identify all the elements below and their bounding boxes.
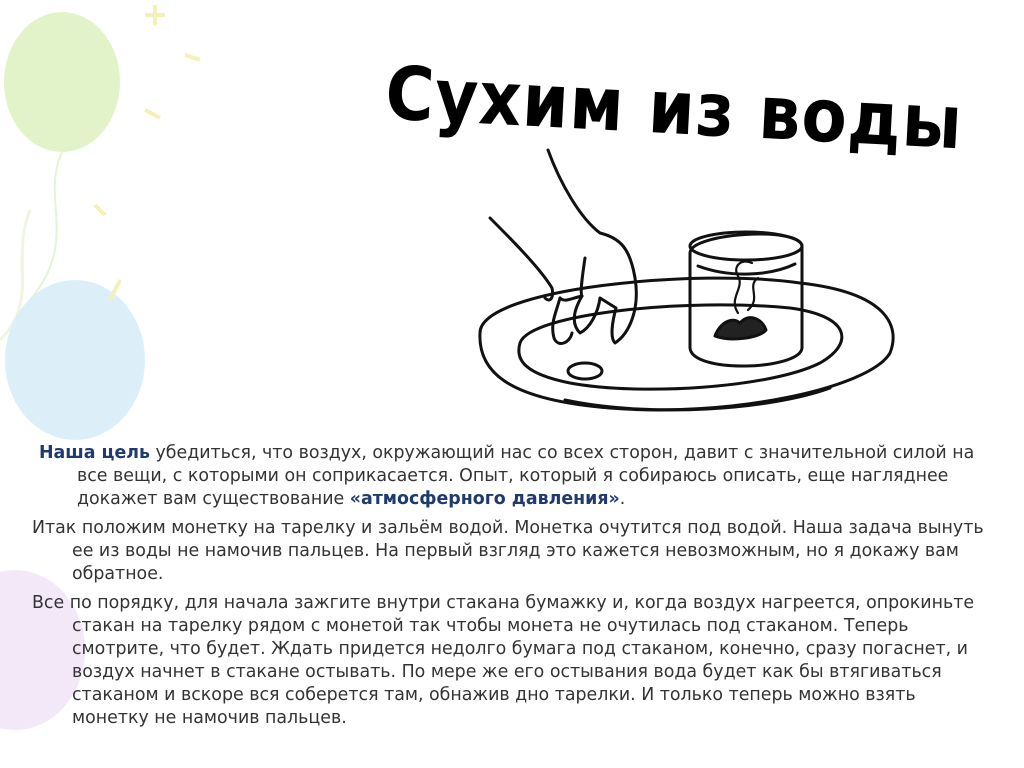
atmospheric-pressure-emphasis: «атмосферного давления» — [349, 489, 620, 509]
blue-balloon-icon — [5, 280, 145, 440]
goal-lead: Наша цель — [39, 443, 150, 463]
intro-end: . — [619, 489, 626, 509]
glass-jar-icon — [690, 234, 802, 366]
paragraph-setup: Итак положим монетку на тарелку и зальём водой. Монетка очутится под водой. Наша задача вынуть ее из воды не намочив пальцев. На первый взгляд это кажется невозможным, но я докажу вам обратное. — [32, 518, 984, 584]
balloon-string — [30, 152, 62, 300]
plate-rim — [480, 278, 893, 410]
slide-title: Сухим из воды — [383, 50, 966, 167]
text-body — [32, 442, 992, 736]
green-balloon-icon — [4, 12, 120, 152]
plate-inner — [519, 305, 842, 389]
experiment-illustration — [470, 138, 910, 428]
paragraph-procedure: Все по порядку, для начала зажгите внутри стакана бумажку и, когда воздух нагреется, опрокиньте стакан на тарелку рядом с монетой так чтобы монета не очутилась под стаканом. Теперь смотрите, что будет. Ждать придется недолго бумага под стаканом, конечно, сразу погаснет, и воздух начнет в стакане остывать. По мере же его остывания вода будет как бы втягиваться стаканом и вскоре вся соберется там, обнажив дно тарелки. И только теперь можно взять монетку не намочив пальцев. — [32, 593, 975, 728]
intro-text: убедиться, что воздух, окружающий нас со всех сторон, давит с значительной силой на все вещи, с которыми он соприкасается. Опыт, который я собираюсь описать, еще нагляднее докажет вам существование — [77, 443, 975, 509]
coin-icon — [568, 363, 602, 379]
burnt-paper-icon — [715, 318, 766, 339]
plate-bottom — [565, 388, 830, 410]
intro-paragraph — [32, 442, 992, 511]
